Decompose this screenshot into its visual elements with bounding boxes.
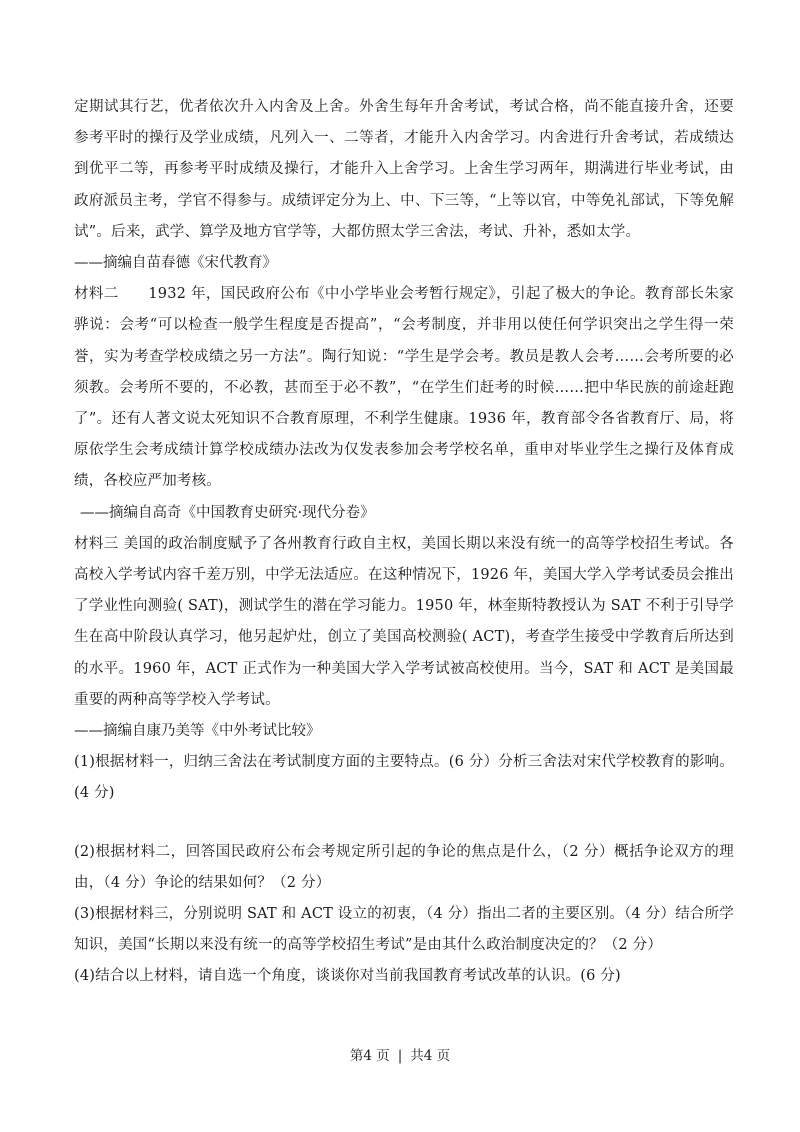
material-2-source: ——摘编自高奇《中国教育史研究·现代分卷》 xyxy=(80,504,375,521)
material-3-text: 材料三 美国的政治制度赋予了各州教育行政自主权，美国长期以来没有统一的高等学校招生考试。各高校入学考试内容千差万别，中学无法适应。在这种情况下，1926 年，美国大学入学考试委员会推出了学业性向测验( SAT)，测试学生的潜在学习能力。1950 年，林奎斯特教授认为 SAT 不利于引导学生在高中阶段认真学习，他另起炉灶，创立了美国高校测验( ACT)，考查学生接受中学教育后所达到的水平。1960 年，ACT 正式作为一种美国大学入学考试被高校使用。当今，SAT 和 ACT 是美国最重要的两种高等学校入学考试。 xyxy=(74,535,734,708)
footer-separator: | xyxy=(397,1048,403,1064)
question-3: (3)根据材料三，分别说明 SAT 和 ACT 设立的初衷，（4 分）指出二者的主要区别。（4 分）结合所学知识，美国“长期以来没有统一的高等学校招生考试”是由其什么政治制度决定的？（2 分） xyxy=(74,906,734,954)
material-1-continuation: 定期试其行艺，优者依次升入内舍及上舍。外舍生每年升舍考试，考试合格，尚不能直接升舍，还要参考平时的操行及学业成绩，凡列入一、二等者，才能升入内舍学习。内舍进行升舍考试，若成绩达到优平二等，再参考平时成绩及操行，才能升入上舍学习。上舍生学习两年，期满进行毕业考试，由政府派员主考，学官不得参与。成绩评定分为上、中、下三等，“上等以官，中等免礼部试，下等免解试”。后来，武学、算学及地方官学等，大都仿照太学三舍法，考试、升补，悉如太学。 xyxy=(74,99,734,240)
material-1-source: ——摘编自苗春德《宋代教育》 xyxy=(74,255,277,272)
material-2-text: 材料二 1932 年，国民政府公布《中小学毕业会考暂行规定》，引起了极大的争论。教育部长朱家骅说：会考“可以检查一般学生程度是否提高”，“会考制度，并非用以使任何学识突出之学生得一荣誉，实为考查学校成绩之另一方法”。陶行知说：“学生是学会考。教员是教人会考……会考所要的必须教。会考所不要的，不必教，甚而至于必不教”，“在学生们赶考的时候……把中华民族的前途赶跑了”。还有人著文说太死知识不合教育原理，不利学生健康。1936 年，教育部令各省教育厅、局，将原依学生会考成绩计算学校成绩办法改为仅发表参加会考学校名单，重申对毕业学生之操行及体育成绩，各校应严加考核。 xyxy=(74,286,734,490)
material-3-source: ——摘编自康乃美等《中外考试比较》 xyxy=(74,723,321,740)
page-footer xyxy=(0,1046,800,1066)
question-1: (1)根据材料一，归纳三舍法在考试制度方面的主要特点。(6 分）分析三舍法对宋代学校教育的影响。(4 分) xyxy=(74,754,734,802)
question-4: (4)结合以上材料，请自选一个角度，谈谈你对当前我国教育考试改革的认识。(6 分) xyxy=(74,968,621,985)
page-total: 共4 页 xyxy=(410,1048,451,1064)
page-number: 第4 页 xyxy=(349,1048,390,1064)
question-2: (2)根据材料二，回答国民政府公布会考规定所引起的争论的焦点是什么，（2 分）概括争论双方的理由，（4 分）争论的结果如何？（2 分） xyxy=(74,843,734,891)
answer-space xyxy=(74,810,734,837)
exam-page-content xyxy=(74,92,734,993)
